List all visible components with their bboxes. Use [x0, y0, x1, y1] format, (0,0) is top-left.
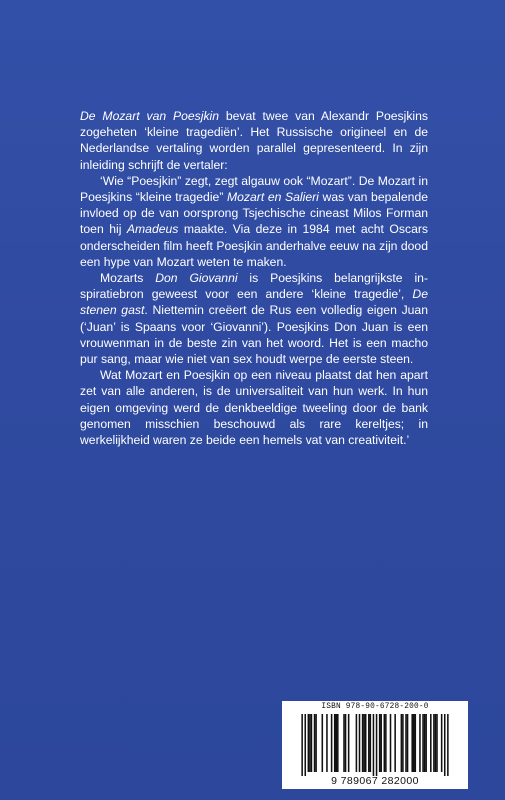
barcode-bar	[337, 714, 339, 772]
barcode-bar	[419, 714, 421, 772]
barcode-bar	[425, 714, 427, 772]
barcode-bar	[424, 714, 426, 772]
italic-title: Amadeus	[126, 222, 179, 237]
barcode-bar	[359, 714, 361, 772]
barcode-bar	[311, 714, 313, 772]
text-run: . Niettemin creëert de Rus een volledig eigen Juan (‘Juan’ is Spaans voor ‘Giovanni’). Poesjkins Don Juan is een vrouwenman in de beste zin van het woord. Het is een macho pur sang, maar wie niet van sex houdt werpe de eerste steen.	[80, 303, 428, 367]
barcode-bar	[394, 714, 396, 772]
barcode-bar	[444, 714, 446, 776]
barcode-bar	[315, 714, 317, 772]
barcode-bar	[348, 714, 350, 772]
barcode-bar	[373, 714, 375, 776]
barcode-bar	[402, 714, 404, 772]
barcode-bar	[308, 714, 310, 772]
barcode-bar	[370, 714, 372, 772]
text-run: Mozarts	[100, 271, 156, 286]
barcode-bar	[334, 714, 336, 772]
barcode-bar	[304, 714, 306, 776]
barcode-bar	[422, 714, 424, 772]
italic-title: Mozart en Salieri	[227, 190, 319, 205]
barcode-bar	[314, 714, 316, 772]
barcode-bar	[301, 714, 303, 776]
barcode-bar	[447, 714, 449, 776]
barcode-bar	[345, 714, 347, 772]
blurb-paragraph-3	[80, 270, 428, 367]
text-run: is Poesjkins belangrijkste inspiratiebron geweest voor een andere ‘kleine tragedie’,	[80, 271, 428, 302]
barcode-bar	[413, 714, 415, 772]
blurb-text	[80, 108, 428, 448]
barcode-bar	[401, 714, 403, 772]
italic-title: Don Giovanni	[155, 271, 238, 286]
barcode-bar	[368, 714, 370, 772]
barcode-bar	[365, 714, 367, 772]
barcode-digits: 9 789067 282000	[331, 775, 419, 787]
barcode-bar	[405, 714, 407, 772]
barcode-bar	[331, 714, 333, 772]
barcode-bar	[309, 714, 311, 772]
barcode-bar	[335, 714, 337, 772]
blurb-paragraph-2	[80, 173, 428, 270]
barcode-bar	[436, 714, 438, 772]
isbn-label: ISBN 978-90-6728-200-0	[321, 703, 429, 711]
barcode-bar	[362, 714, 364, 772]
barcode-panel	[282, 701, 468, 789]
text-run: was van bepalende invloed op de van oorsprong Tsjechische cineast Milos Forman toen hij	[80, 190, 428, 237]
ean-barcode	[282, 714, 468, 776]
barcode-bar	[407, 714, 409, 772]
barcode-bar	[380, 714, 382, 772]
barcode-bar	[441, 714, 443, 772]
barcode-bar	[415, 714, 417, 772]
text-run: bevat twee van Alexandr Poesjkins zogeheten ‘kleine tragediën’. Het Russische origineel en de Nederlandse vertaling worden parallel gepresenteerd. In zijn inleiding schrijft de vertaler:	[80, 109, 428, 172]
blurb-paragraph-1	[80, 108, 428, 173]
barcode-bar	[430, 714, 432, 772]
barcode-bar	[433, 714, 435, 772]
barcode-bar	[390, 714, 392, 772]
barcode-bar	[435, 714, 437, 772]
italic-title: De stenen gast	[80, 287, 428, 318]
barcode-bar	[376, 714, 378, 776]
barcode-bar	[411, 714, 413, 772]
barcode-bar	[343, 714, 345, 772]
barcode-bar	[326, 714, 328, 772]
barcode-bar	[363, 714, 365, 772]
barcode-bar	[322, 714, 324, 772]
barcode-bar	[379, 714, 381, 772]
text-run: Wat Mozart en Poesjkin op een niveau plaatst dat hen apart zet van alle anderen, is de universaliteit van hun werk. In hun eigen omgeving werd de denkbeeldige tweeling door de bank genomen misschien beschouwd als rare kereltjes; in werkelijkheid waren ze beide een hemels vat van creativiteit.’	[80, 368, 428, 448]
text-run: maakte. Via deze in 1984 met acht Oscars onderscheiden film heeft Poesjkin anderhalve eeuw na zijn dood een hype van Mozart weten te maken.	[80, 222, 429, 269]
barcode-bar	[384, 714, 386, 772]
italic-title: De Mozart van Poesjkin	[80, 109, 220, 123]
text-run: ‘Wie “Poesjkin” zegt, zegt algauw ook “Mozart”. De Mozart in Poesjkins “kleine tragedie”	[80, 173, 428, 205]
blurb-paragraph-4	[80, 367, 428, 448]
barcode-bar	[385, 714, 387, 772]
barcode-bar	[356, 714, 358, 772]
